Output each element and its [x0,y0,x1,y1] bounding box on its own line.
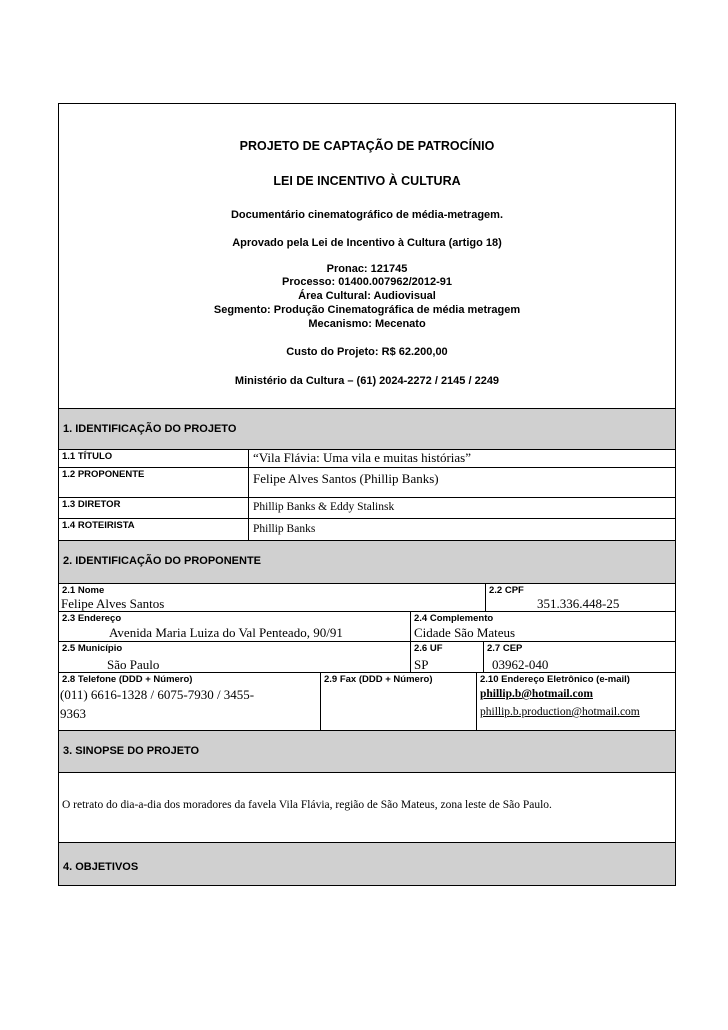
complemento-label: 2.4 Complemento [414,613,494,624]
ministerio-line: Ministério da Cultura – (61) 2024-2272 / 2145 / 2249 [234,375,500,387]
proponente-label: 1.2 PROPONENTE [62,469,145,480]
project-description: Documentário cinematográfico de média-metragem. [230,209,503,221]
uf-value: SP [414,657,429,672]
cpf-label: 2.2 CPF [489,585,524,596]
titulo-row [59,450,675,468]
area-line: Área Cultural: Audiovisual [298,290,436,302]
roteirista-value: Phillip Banks [253,523,316,535]
fax-label: 2.9 Fax (DDD + Número) [324,674,433,685]
cpf-value: 351.336.448-25 [537,596,620,611]
diretor-row [59,498,675,519]
telefone-label: 2.8 Telefone (DDD + Número) [62,674,193,685]
approval-line: Aprovado pela Lei de Incentivo à Cultura (artigo 18) [232,237,502,249]
section-1-heading: 1. IDENTIFICAÇÃO DO PROJETO [59,409,675,450]
titulo-label: 1.1 TÍTULO [62,451,113,462]
endereco-label: 2.3 Endereço [62,613,122,624]
telefone-line-2: 9363 [60,706,86,721]
nome-value: Felipe Alves Santos [61,596,165,611]
section-4-heading: 4. OBJETIVOS [59,843,675,885]
telefone-line-1: (011) 6616-1328 / 6075-7930 / 3455- [60,687,255,702]
municipio-row [59,642,675,673]
document-title: PROJETO DE CAPTAÇÃO DE PATROCÍNIO [239,139,495,153]
nome-row [59,584,675,612]
roteirista-label: 1.4 ROTEIRISTA [62,520,135,531]
email-label: 2.10 Endereço Eletrônico (e-mail) [480,674,630,685]
endereco-value: Avenida Maria Luiza do Val Penteado, 90/91 [109,625,343,640]
email-link-2[interactable]: phillip.b.production@hotmail.com [480,706,640,718]
proponente-value: Felipe Alves Santos (Phillip Banks) [253,471,439,486]
segmento-line: Segmento: Produção Cinematográfica de média metragem [213,304,521,316]
endereco-row [59,612,675,642]
sinopse-text: O retrato do dia-a-dia dos moradores da favela Vila Flávia, região de São Mateus, zona leste de São Paulo. [62,799,552,811]
nome-label: 2.1 Nome [62,585,105,596]
document-subtitle: LEI DE INCENTIVO À CULTURA [273,174,461,188]
processo-line: Processo: 01400.007962/2012-91 [281,276,453,288]
section-3-heading: 3. SINOPSE DO PROJETO [59,731,675,773]
contato-row [59,673,675,731]
municipio-label: 2.5 Município [62,643,123,654]
cep-value: 03962-040 [492,657,549,672]
uf-label: 2.6 UF [414,643,443,654]
section-2-heading: 2. IDENTIFICAÇÃO DO PROPONENTE [59,541,675,584]
proponente-row [59,468,675,498]
form-page [58,103,676,886]
roteirista-row [59,519,675,541]
diretor-label: 1.3 DIRETOR [62,499,121,510]
complemento-value: Cidade São Mateus [414,625,516,640]
sinopse-row [59,773,675,843]
mecanismo-line: Mecanismo: Mecenato [308,318,426,330]
municipio-value: São Paulo [107,657,160,672]
pronac-line: Pronac: 121745 [326,263,408,275]
titulo-value: “Vila Flávia: Uma vila e muitas histórias” [253,450,471,465]
email-link-1[interactable]: phillip.b@hotmail.com [480,688,593,700]
cep-label: 2.7 CEP [487,643,523,654]
diretor-value: Phillip Banks & Eddy Stalinsk [253,501,395,513]
document-header [59,104,675,409]
custo-line: Custo do Projeto: R$ 62.200,00 [286,346,448,358]
